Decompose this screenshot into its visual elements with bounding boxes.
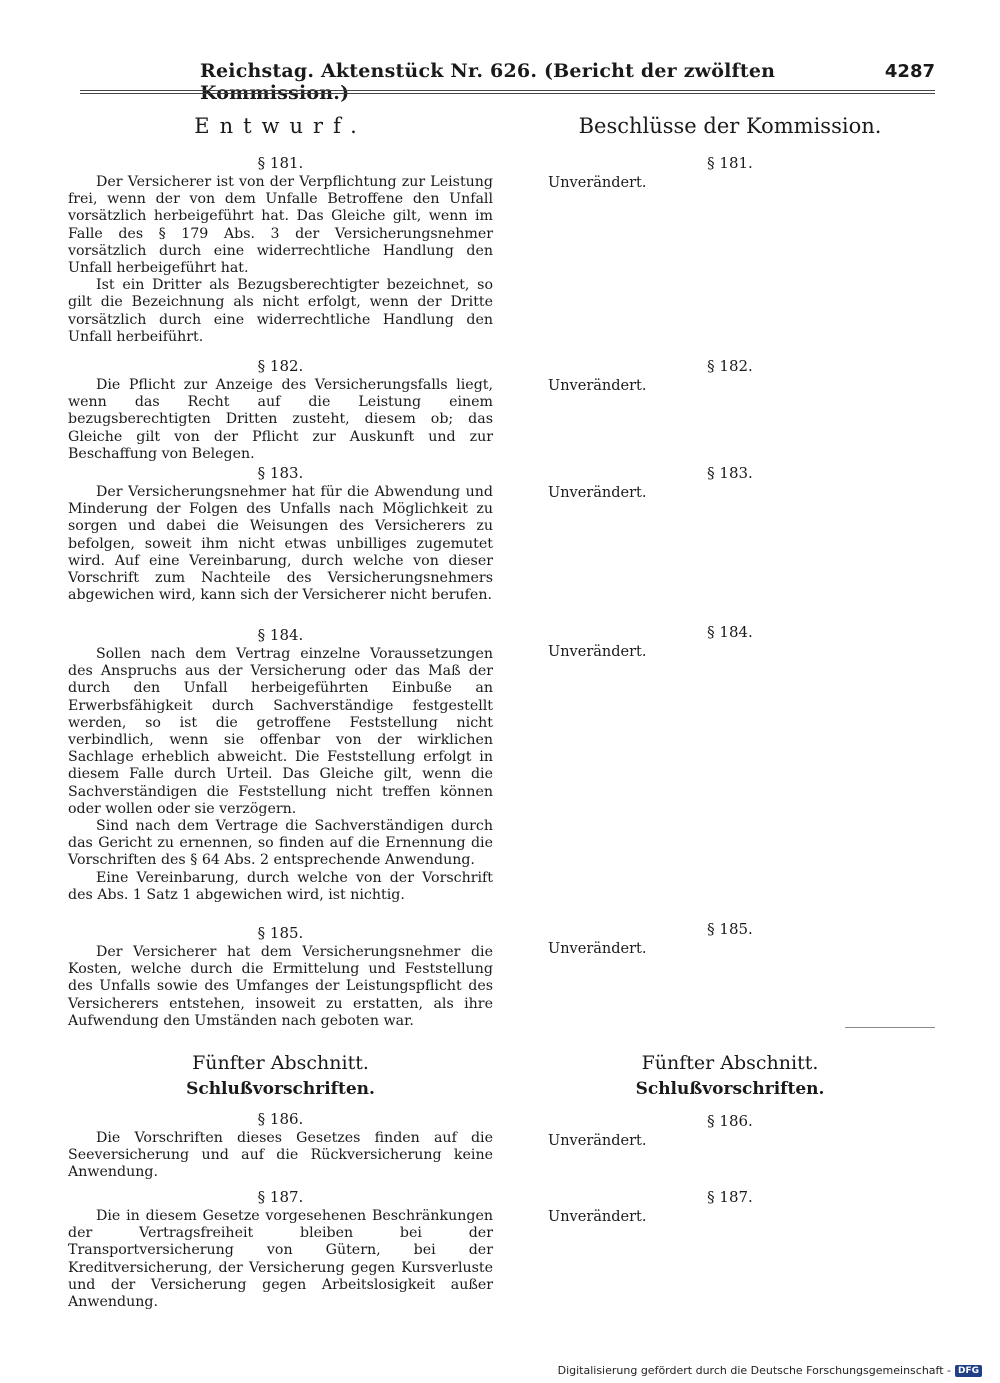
column-heading-entwurf: Entwurf. bbox=[194, 114, 367, 138]
paragraph-text: Die Vorschriften dieses Gesetzes finden auf die Seeversicherung und auf die Rückversicherung keine Anwendung. bbox=[68, 1130, 493, 1181]
paragraph-number: § 183. bbox=[257, 464, 304, 482]
paragraph-text: Die in diesem Gesetze vorgesehenen Beschränkungen der Vertragsfreiheit bleiben bei der Transportversicherung von Gütern, bei der Kreditversicherung, der Versicherung gegen Kursverluste und der Versicherung gegen Arbeitslosigkeit außer Anwendung. bbox=[68, 1208, 493, 1311]
chapter-block bbox=[530, 1050, 930, 1102]
section-183 bbox=[68, 462, 493, 604]
decision-text: Unverändert. bbox=[548, 1133, 647, 1149]
decision-text: Unverändert. bbox=[548, 485, 647, 501]
section-187-decision bbox=[530, 1186, 930, 1226]
paragraph-number: § 185. bbox=[257, 924, 304, 942]
paragraph-text: Der Versicherer ist von der Verpflichtung zur Leistung frei, wenn der von dem Unfalle Betroffene den Unfall vorsätzlich herbeigeführt hat. Das Gleiche gilt, wenn im Falle des § 179 Abs. 3 der Versicherungsnehmer vorsätzlich durch eine widerrechtliche Handlung den Unfall herbeigeführt hat. bbox=[68, 174, 493, 277]
paragraph-text: Sind nach dem Vertrage die Sachverständigen durch das Gericht zu ernennen, so finden auf die Ernennung die Vorschriften des § 64 Abs. 2 entsprechende Anwendung. bbox=[68, 818, 493, 869]
section-186 bbox=[68, 1108, 493, 1182]
section-183-decision bbox=[530, 462, 930, 502]
paragraph-text: Ist ein Dritter als Bezugsberechtigter bezeichnet, so gilt die Bezeichnung als nicht erfolgt, wenn der Dritte vorsätzlich durch eine widerrechtliche Handlung den Unfall herbeiführt. bbox=[68, 277, 493, 345]
subchapter-title: Schlußvorschriften. bbox=[635, 1079, 825, 1099]
section-181 bbox=[68, 152, 493, 346]
footer bbox=[558, 1364, 982, 1377]
paragraph-number: § 181. bbox=[257, 154, 304, 172]
section-181-decision bbox=[530, 152, 930, 192]
page-header bbox=[200, 60, 935, 104]
section-185-decision bbox=[530, 918, 930, 958]
paragraph-number: § 182. bbox=[707, 357, 753, 375]
decision-text: Unverändert. bbox=[548, 175, 647, 191]
section-182-decision bbox=[530, 355, 930, 395]
paragraph-number: § 184. bbox=[707, 623, 753, 641]
header-rule-thin bbox=[80, 93, 935, 94]
section-186-decision bbox=[530, 1110, 930, 1150]
section-187 bbox=[68, 1186, 493, 1311]
paragraph-number: § 187. bbox=[257, 1188, 304, 1206]
decision-text: Unverändert. bbox=[548, 644, 647, 660]
chapter-title: Fünfter Abschnitt. bbox=[192, 1052, 369, 1074]
column-heading-beschluesse: Beschlüsse der Kommission. bbox=[578, 114, 882, 138]
column-beschluesse bbox=[530, 108, 930, 1225]
paragraph-number: § 184. bbox=[257, 626, 304, 644]
paragraph-text: Sollen nach dem Vertrag einzelne Voraussetzungen des Anspruchs aus der Versicherung oder das Maß der durch den Unfall herbeigeführten Einbuße an Erwerbsfähigkeit durch Sachverständige festgestellt werden, so ist die getroffene Feststellung nicht verbindlich, wenn sie offenbar von der wirklichen Sachlage erheblich abweicht. Die Feststellung erfolgt in diesem Falle durch Urteil. Das Gleiche gilt, wenn die Sachverständigen die Feststellung nicht treffen können oder wollen oder sie verzögern. bbox=[68, 646, 493, 817]
header-rule bbox=[80, 90, 935, 91]
page-number: 4287 bbox=[884, 61, 935, 82]
paragraph-number: § 187. bbox=[707, 1188, 753, 1206]
paragraph-text: Der Versicherungsnehmer hat für die Abwendung und Minderung der Folgen des Unfalls nach Möglichkeit zu sorgen und dabei die Weisungen des Versicherers zu befolgen, soweit ihm nicht etwas unbilliges zugemutet wird. Auf eine Vereinbarung, durch welche von dieser Vorschrift zum Nachteile des Versicherungsnehmers abgewichen wird, kann sich der Versicherer nicht berufen. bbox=[68, 484, 493, 604]
paragraph-text: Die Pflicht zur Anzeige des Versicherungsfalls liegt, wenn das Recht auf die Leistung einem bezugsberechtigten Dritten zusteht, diesem ob; das Gleiche gilt von der Pflicht zur Auskunft und zur Beschaffung von Belegen. bbox=[68, 377, 493, 462]
paragraph-number: § 182. bbox=[257, 357, 304, 375]
chapter-title: Fünfter Abschnitt. bbox=[641, 1052, 819, 1074]
section-184-decision bbox=[530, 621, 930, 661]
paragraph-number: § 183. bbox=[707, 464, 753, 482]
paragraph-number: § 186. bbox=[257, 1110, 304, 1128]
subchapter-title: Schlußvorschriften. bbox=[186, 1079, 375, 1099]
divider bbox=[845, 1027, 935, 1028]
decision-text: Unverändert. bbox=[548, 378, 647, 394]
paragraph-text: Der Versicherer hat dem Versicherungsnehmer die Kosten, welche durch die Ermittelung und Feststellung des Unfalls sowie des Umfanges der Leistungspflicht des Versicherers entstehen, insoweit zu erstatten, als ihre Aufwendung den Umständen nach geboten war. bbox=[68, 944, 493, 1029]
paragraph-number: § 181. bbox=[707, 154, 753, 172]
paragraph-number: § 185. bbox=[707, 920, 753, 938]
dfg-logo: DFG bbox=[955, 1365, 982, 1377]
section-184 bbox=[68, 624, 493, 904]
section-185 bbox=[68, 922, 493, 1030]
section-182 bbox=[68, 355, 493, 463]
column-entwurf bbox=[68, 108, 493, 1311]
decision-text: Unverändert. bbox=[548, 1209, 647, 1225]
header-title: Reichstag. Aktenstück Nr. 626. (Bericht der zwölften Kommission.) bbox=[200, 60, 776, 104]
paragraph-number: § 186. bbox=[707, 1112, 753, 1130]
footer-text: Digitalisierung gefördert durch die Deutsche Forschungsgemeinschaft - bbox=[557, 1364, 951, 1377]
paragraph-text: Eine Vereinbarung, durch welche von der Vorschrift des Abs. 1 Satz 1 abgewichen wird, ist nichtig. bbox=[68, 869, 493, 903]
decision-text: Unverändert. bbox=[548, 941, 647, 957]
chapter-block bbox=[68, 1050, 493, 1102]
